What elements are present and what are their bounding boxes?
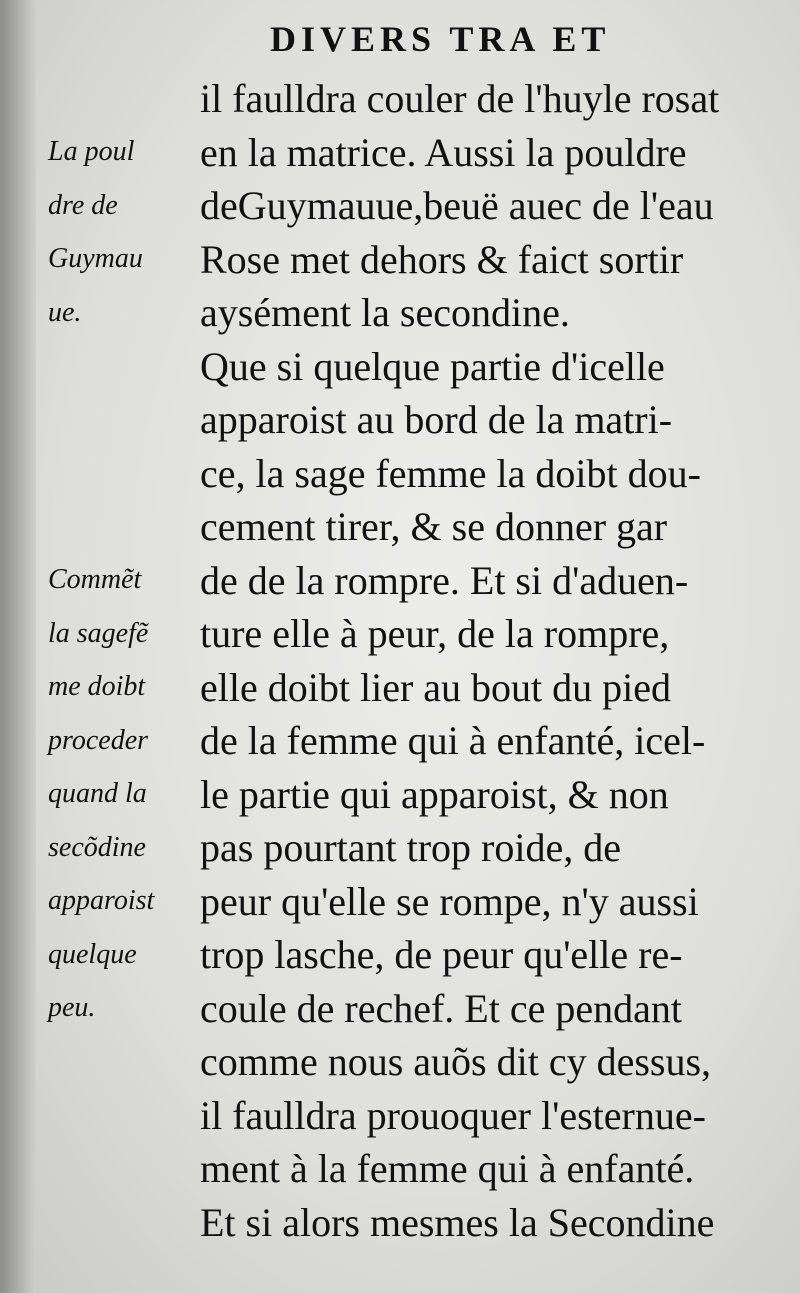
page-gutter-shadow <box>0 0 36 1293</box>
margin-note-line: secõdine <box>48 832 146 863</box>
margin-note-line: peu. <box>48 992 96 1023</box>
text-line: aysément la secondine. <box>200 290 570 335</box>
text-line: Et si alors mesmes la Secondine <box>200 1199 715 1245</box>
margin-note-line: La poul <box>48 136 135 167</box>
text-line: ture elle à peur, de la rompre, <box>200 611 670 656</box>
text-line: de la femme qui à enfanté, icel- <box>200 718 706 763</box>
text-line: trop lasche, de peur qu'elle re- <box>200 932 683 977</box>
text-line: comme nous auõs dit cy dessus, <box>200 1039 712 1084</box>
text-line: elle doibt lier au bout du pied <box>200 664 671 710</box>
text-line: ce, la sage femme la doibt dou- <box>200 450 701 496</box>
text-line: coule de rechef. Et ce pendant <box>200 985 682 1031</box>
margin-note-line: la sagefẽ <box>48 618 149 649</box>
text-line: cement tirer, & se donner gar <box>200 504 668 549</box>
margin-note-line: Guymau <box>48 243 143 274</box>
text-line: apparoist au bord de la matri- <box>200 397 673 442</box>
margin-note-line: quelque <box>48 939 137 970</box>
margin-note-line: Commẽt <box>48 564 142 595</box>
margin-note-line: dre de <box>48 190 118 221</box>
text-line: pas pourtant trop roide, de <box>200 825 621 870</box>
text-line: deGuymauue,beuë auec de l'eau <box>200 183 714 228</box>
text-line: de de la rompre. Et si d'aduen- <box>200 557 689 603</box>
text-line: il faulldra couler de l'huyle rosat <box>200 76 720 121</box>
text-line: il faulldra prouoquer l'esternue- <box>200 1092 706 1138</box>
text-line: Rose met dehors & faict sortir <box>200 236 684 282</box>
text-line: peur qu'elle se rompe, n'y aussi <box>200 878 699 924</box>
margin-note-line: ue. <box>48 297 82 328</box>
margin-note-line: me doibt <box>48 671 146 702</box>
text-line: ment à la femme qui à enfanté. <box>200 1146 695 1191</box>
body-text <box>200 72 785 1249</box>
running-header: DIVERS TRA ET <box>270 19 611 59</box>
text-line: Que si quelque partie d'icelle <box>200 343 665 389</box>
margin-note-line: proceder <box>48 725 149 756</box>
margin-note-line: quand la <box>48 778 147 809</box>
text-line: le partie qui apparoist, & non <box>200 771 669 817</box>
text-line: en la matrice. Aussi la pouldre <box>200 129 687 175</box>
margin-note-line: apparoist <box>48 885 155 916</box>
